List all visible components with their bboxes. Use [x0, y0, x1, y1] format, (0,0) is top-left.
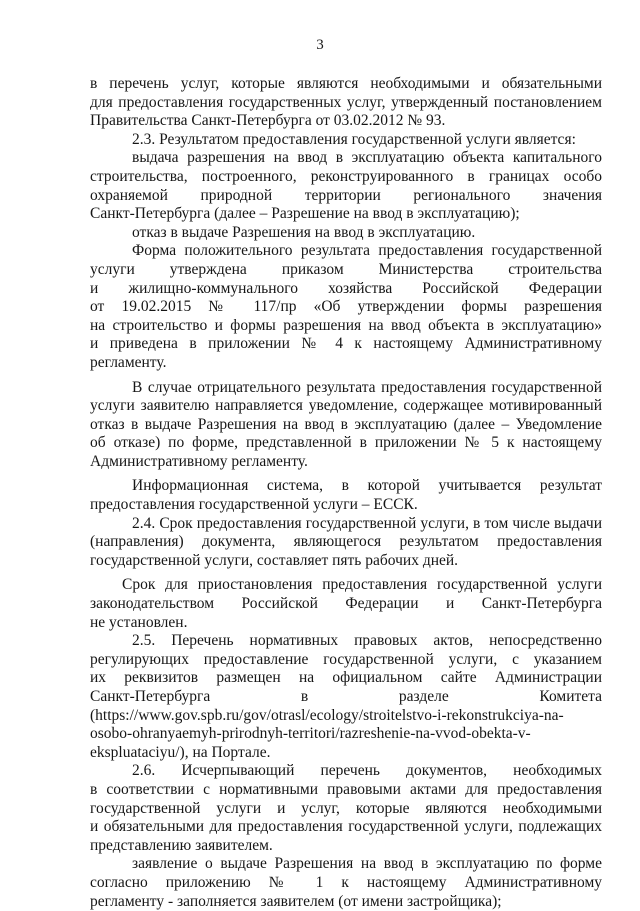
text-line: представлению заявителем. — [90, 836, 273, 854]
text-line: 2.3. Результатом предоставления государственной услуги является: — [132, 130, 576, 148]
page-number: 3 — [316, 37, 324, 53]
text-line: государственной услуги, составляет пять рабочих дней. — [90, 551, 459, 569]
text-line: Санкт-Петербурга (далее – Разрешение на ввод в эксплуатацию); — [90, 205, 520, 223]
text-line: 2.5. Перечень нормативных правовых актов, непосредственно — [132, 632, 602, 650]
text-line: отказ в выдаче Разрешения на ввод в эксплуатацию (далее – Уведомление — [90, 415, 602, 433]
text-line: Административному регламенту. — [90, 452, 308, 470]
text-line: услуги заявителю направляется уведомление, содержащее мотивированный — [90, 397, 602, 415]
text-line: (направления) документа, являющегося результатом предоставления — [90, 533, 602, 551]
paragraph — [90, 477, 602, 514]
text-line: 2.6. Исчерпывающий перечень документов, необходимых — [132, 762, 602, 780]
text-line: Санкт-Петербурга в разделе Комитета — [90, 688, 602, 705]
text-line: Форма положительного результата предоставления государственной — [132, 242, 602, 260]
text-line: законодательством Российской Федерации и Санкт-Петербурга — [90, 595, 602, 613]
text-line: в перечень услуг, которые являются необходимыми и обязательными — [90, 75, 602, 92]
paragraph — [90, 379, 602, 472]
paragraph — [90, 242, 602, 372]
text-line: osobo-ohranyaemyh-prirodnyh-territori/razreshenie-na-vvod-obekta-v- — [90, 725, 531, 743]
paragraph — [90, 515, 602, 571]
paragraph — [90, 75, 602, 131]
text-line: регулирующих предоставление государственной услуги, с указанием — [90, 650, 602, 668]
text-line: 2.4. Срок предоставления государственной услуги, в том числе выдачи — [132, 514, 602, 532]
paragraph — [90, 149, 602, 223]
text-line: (https://www.gov.spb.ru/gov/otrasl/ecology/stroitelstvo-i-rekonstrukciya-na- — [90, 706, 564, 724]
text-line: регламенту. — [90, 353, 167, 371]
text-line: услуги утверждена приказом Министерства строительства — [90, 260, 602, 278]
paragraph — [90, 224, 602, 243]
text-line: Информационная система, в которой учитывается результат — [132, 477, 602, 495]
paragraph — [90, 131, 602, 150]
text-line: государственной услуги и услуг, которые являются необходимыми — [90, 799, 602, 817]
paragraph — [90, 632, 602, 762]
text-line: В случае отрицательного результата предоставления государственной — [132, 378, 602, 396]
text-line: их реквизитов размещен на официальном сайте Администрации — [90, 669, 602, 687]
text-line: регламенту - заполняется заявителем (от имени застройщика); — [90, 892, 502, 910]
text-line: ekspluataciyu/), на Портале. — [90, 743, 271, 761]
paragraph — [90, 576, 602, 632]
text-line: и обязательными для предоставления государственной услуги, подлежащих — [90, 818, 602, 836]
paragraph — [90, 855, 602, 911]
text-line: и приведена в приложении № 4 к настоящему Административному — [90, 335, 602, 353]
paragraph — [90, 762, 602, 855]
text-line: заявление о выдаче Разрешения на ввод в эксплуатацию по форме — [132, 855, 602, 873]
text-line: отказ в выдаче Разрешения на ввод в эксплуатацию. — [132, 223, 476, 241]
text-line: согласно приложению № 1 к настоящему Административному — [90, 873, 602, 891]
text-line: для предоставления государственных услуг, утвержденный постановлением — [90, 93, 602, 111]
text-line: от 19.02.2015 № 117/пр «Об утверждении формы разрешения — [90, 298, 602, 316]
text-line: выдача разрешения на ввод в эксплуатацию объекта капитального — [132, 149, 602, 167]
text-line: в соответствии с нормативными правовыми актами для предоставления — [90, 780, 602, 798]
text-line: строительства, построенного, реконструированного в границах особо — [90, 167, 602, 185]
document-body — [90, 75, 602, 911]
text-line: на строительство и формы разрешения на ввод объекта в эксплуатацию» — [90, 316, 602, 334]
text-line: Срок для приостановления предоставления государственной услуги — [122, 576, 602, 594]
text-line: об отказе) по форме, представленной в приложении № 5 к настоящему — [90, 434, 602, 452]
text-line: не установлен. — [90, 613, 188, 631]
text-line: охраняемой природной территории регионального значения — [90, 186, 602, 204]
text-line: предоставления государственной услуги – ЕССК. — [90, 496, 418, 514]
text-line: Правительства Санкт-Петербурга от 03.02.2012 № 93. — [90, 112, 446, 130]
text-line: и жилищно-коммунального хозяйства Российской Федерации — [90, 279, 602, 297]
